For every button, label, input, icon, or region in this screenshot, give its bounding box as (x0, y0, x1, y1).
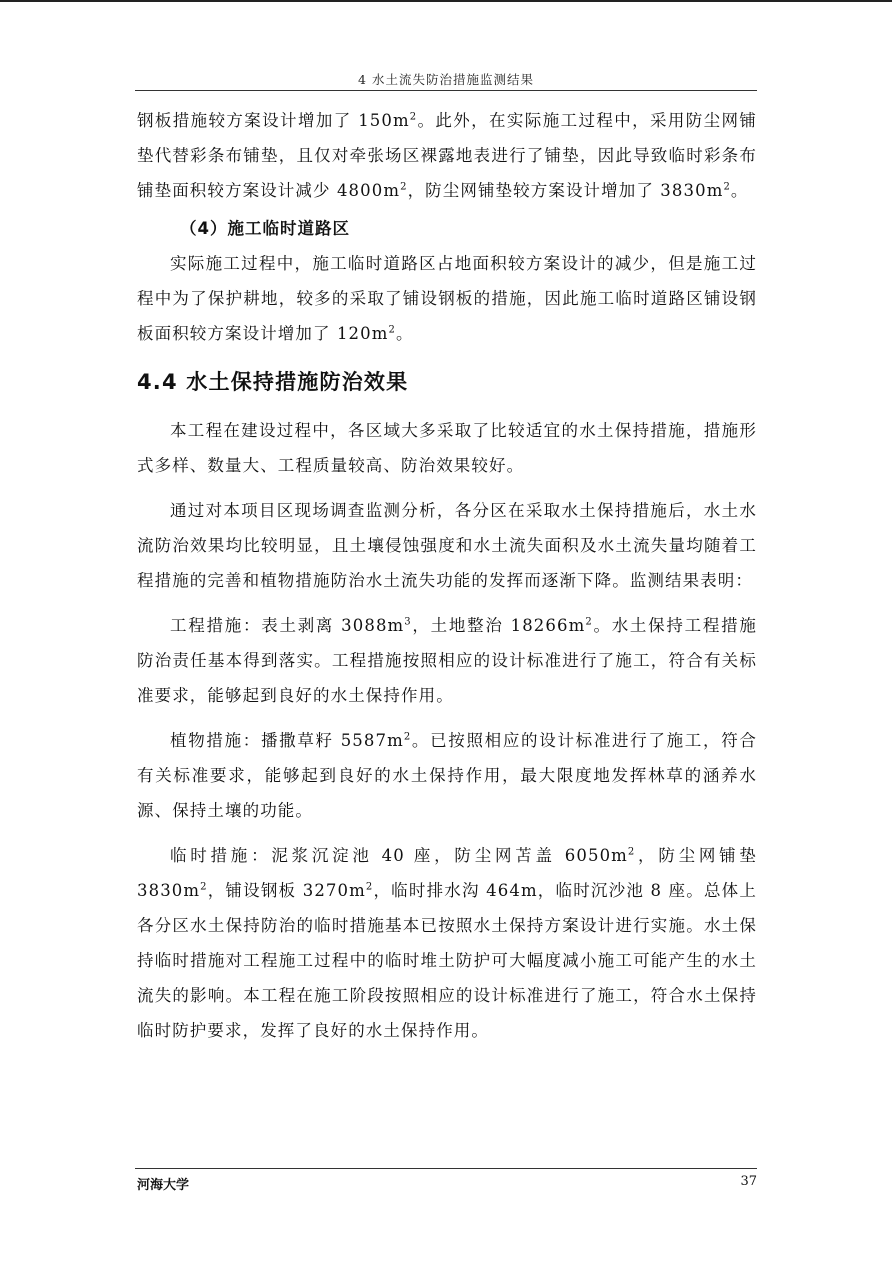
section-body (137, 413, 757, 1048)
paragraph-temporary-measures: 临时措施：泥浆沉淀池 40 座，防尘网苫盖 $6050m^2$，防尘网铺垫 $3830m^2$，铺设钢板 $3270m^2$，临时排水沟 464m，临时沉沙池 8 座。总体上各分区水土保持防治的临时措施基本已按照水土保持方案设计进行实施。水土保持临时措施对工程施工过程中的临时堆土防护可大幅度减小施工可能产生的水土流失的影响。本工程在施工阶段按照相应的设计标准进行了施工，符合水土保持临时防护要求，发挥了良好的水土保持作用。 (137, 846, 757, 1040)
paragraph-overview: 本工程在建设过程中，各区域大多采取了比较适宜的水土保持措施，措施形式多样、数量大、工程质量较高、防治效果较好。 (137, 421, 757, 475)
header-divider (135, 90, 757, 91)
paragraph-temporary-road: 实际施工过程中，施工临时道路区占地面积较方案设计的减少，但是施工过程中为了保护耕地，较多的采取了铺设钢板的措施，因此施工临时道路区铺设钢板面积较方案设计增加了 $120m^2$。 (137, 254, 757, 343)
running-header: 4 水土流失防治措施监测结果 (358, 72, 534, 87)
page-body (137, 103, 757, 208)
section-heading: 4.4 水土保持措施防治效果 (137, 370, 409, 394)
top-border (0, 0, 892, 2)
subsection-heading: （4）施工临时道路区 (180, 219, 350, 238)
subsection-body (137, 246, 757, 351)
page-number: 37 (740, 1174, 757, 1189)
footer-divider (135, 1168, 757, 1169)
paragraph-engineering-measures: 工程措施：表土剥离 $3088m^3$，土地整治 $18266m^2$。水土保持工程措施防治责任基本得到落实。工程措施按照相应的设计标准进行了施工，符合有关标准要求，能够起到良好的水土保持作用。 (137, 616, 757, 705)
footer-institution: 河海大学 (137, 1178, 190, 1193)
paragraph-analysis: 通过对本项目区现场调查监测分析，各分区在采取水土保持措施后，水土水流防治效果均比较明显，且土壤侵蚀强度和水土流失面积及水土流失量均随着工程措施的完善和植物措施防治水土流失功能的发挥而逐渐下降。监测结果表明： (137, 501, 757, 590)
paragraph-vegetation-measures: 植物措施：播撒草籽 $5587m^2$。已按照相应的设计标准进行了施工，符合有关标准要求，能够起到良好的水土保持作用，最大限度地发挥林草的涵养水源、保持土壤的功能。 (137, 731, 757, 820)
paragraph-continuation: 钢板措施较方案设计增加了 $150m^2$。此外，在实际施工过程中，采用防尘网铺垫代替彩条布铺垫，且仅对牵张场区裸露地表进行了铺垫，因此导致临时彩条布铺垫面积较方案设计减少 $4800m^2$，防尘网铺垫较方案设计增加了 $3830m^2$。 (137, 111, 757, 200)
